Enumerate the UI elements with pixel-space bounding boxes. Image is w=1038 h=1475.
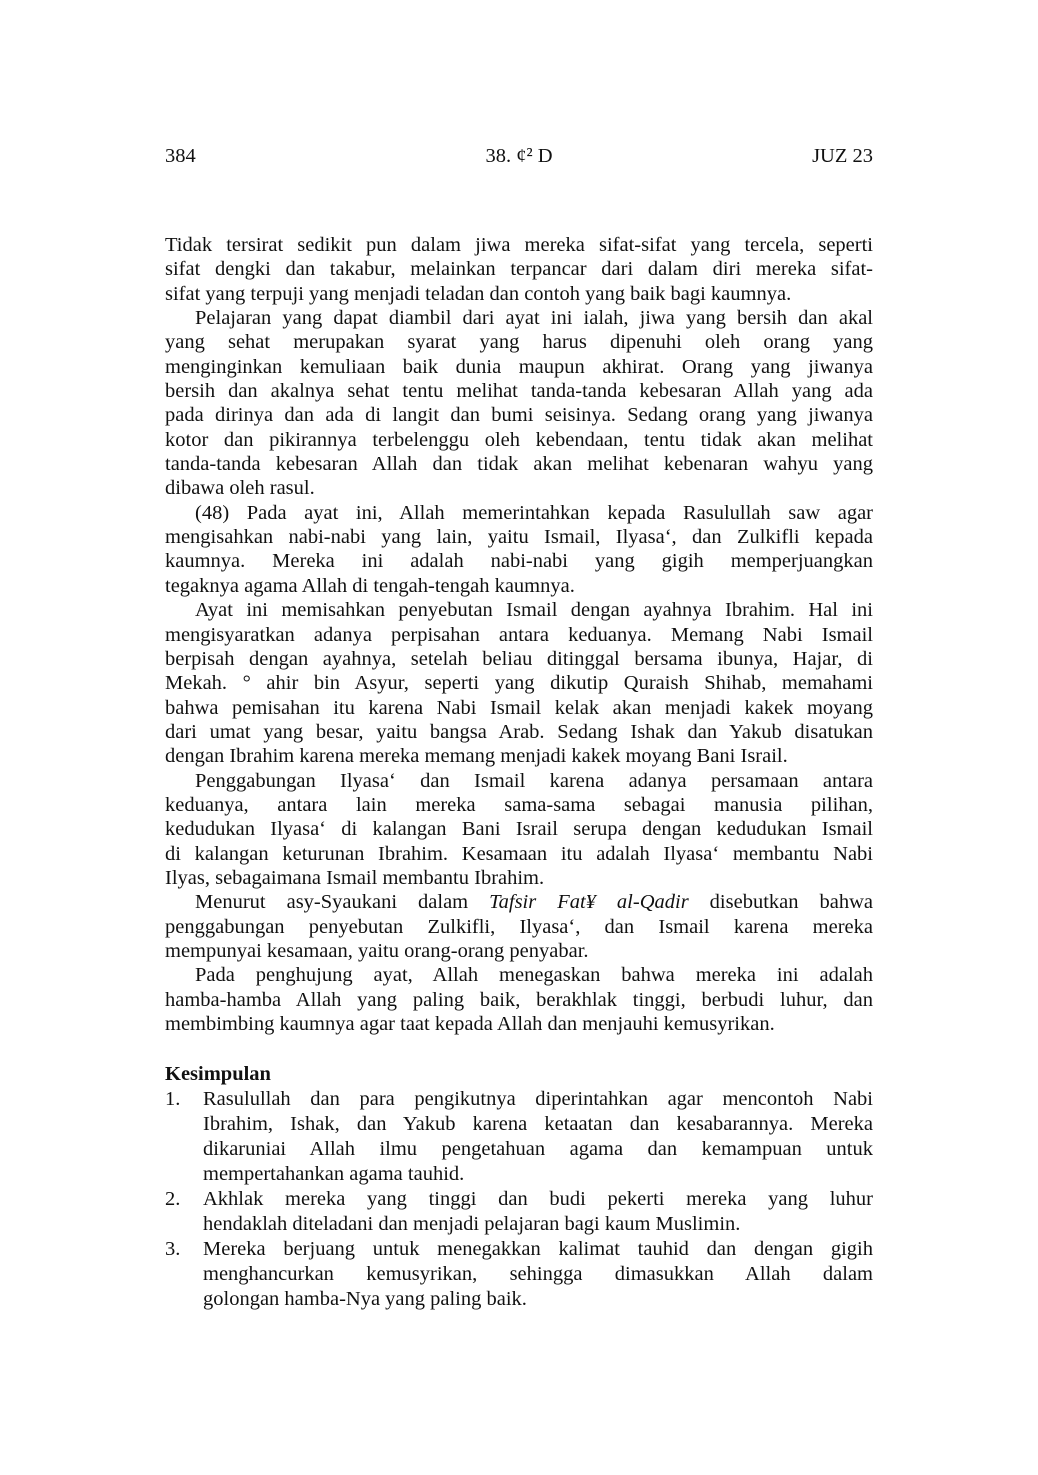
paragraph — [165, 769, 873, 891]
text-line: Pada penghujung ayat, Allah menegaskan bahwa mereka ini adalah — [195, 964, 873, 987]
paragraph — [165, 501, 873, 598]
page-number: 384 — [165, 145, 196, 167]
text-line: yang sehat merupakan syarat yang harus dipenuhi oleh orang yang — [165, 331, 873, 354]
text-line: dibawa oleh rasul. — [165, 477, 315, 500]
text-line: tegaknya agama Allah di tengah-tengah kaumnya. — [165, 574, 575, 597]
text-line: Ilyas, sebagaimana Ismail membantu Ibrahim. — [165, 866, 545, 889]
text-line: pada dirinya dan ada di langit dan bumi seisinya. Sedang orang yang jiwanya — [165, 404, 873, 427]
text-line: Mekah. ° ahir bin Asyur, seperti yang dikutip Quraish Shihab, memahami — [165, 672, 873, 695]
text-line: kedudukan Ilyasa‘ di kalangan Bani Israil serupa dengan kedudukan Ismail — [165, 818, 873, 841]
chapter-title: 38. ¢² D — [485, 145, 553, 167]
text-line: bersih dan akalnya sehat tentu melihat tanda-tanda kebesaran Allah yang ada — [165, 380, 873, 403]
text-line: mengisyaratkan adanya perpisahan antara keduanya. Memang Nabi Ismail — [165, 623, 873, 646]
text-line: membimbing kaumnya agar taat kepada Allah dan menjauhi kemusyrikan. — [165, 1013, 775, 1035]
text-line: Ibrahim, Ishak, dan Yakub karena ketaatan dan kesabarannya. Mereka — [203, 1112, 873, 1135]
text-line: Akhlak mereka yang tinggi dan budi pekerti mereka yang luhur — [203, 1188, 873, 1211]
list-item — [165, 1237, 873, 1312]
text-line: Ayat ini memisahkan penyebutan Ismail dengan ayahnya Ibrahim. Hal ini — [195, 599, 873, 622]
running-header — [165, 145, 873, 171]
text-line: Pelajaran yang dapat diambil dari ayat ini ialah, jiwa yang bersih dan akal — [195, 307, 873, 330]
text-line: Mereka berjuang untuk menegakkan kalimat tauhid dan dengan gigih — [203, 1238, 873, 1261]
list-item — [165, 1187, 873, 1237]
text-line: Tidak tersirat sedikit pun dalam jiwa mereka sifat-sifat yang tercela, seperti — [165, 234, 873, 256]
text-line: tanda-tanda kebesaran Allah dan tidak akan melihat kebenaran wahyu yang — [165, 453, 873, 476]
list-number: 1. — [165, 1087, 181, 1110]
text-line: sifat yang terpuji yang menjadi teladan dan contoh yang baik bagi kaumnya. — [165, 282, 792, 305]
text-line: mengisahkan nabi-nabi yang lain, yaitu Ismail, Ilyasa‘, dan Zulkifli kepada — [165, 526, 873, 549]
paragraph — [165, 598, 873, 768]
list-item — [165, 1087, 873, 1187]
text-run: Menurut asy-Syaukani dalam — [195, 891, 490, 914]
text-line: di kalangan keturunan Ibrahim. Kesamaan itu adalah Ilyasa‘ membantu Nabi — [165, 842, 873, 865]
text-line: berpisah dengan ayahnya, setelah beliau ditinggal bersama ibunya, Hajar, di — [165, 647, 873, 670]
paragraph — [165, 890, 873, 963]
text-line: keduanya, antara lain mereka sama-sama sebagai manusia pilihan, — [165, 793, 873, 816]
paragraph — [165, 963, 873, 1036]
text-line: golongan hamba-Nya yang paling baik. — [203, 1288, 527, 1311]
list-number: 3. — [165, 1238, 181, 1261]
text-line: mempertahankan agama tauhid. — [203, 1162, 465, 1185]
text-line: Rasulullah dan para pengikutnya diperintahkan agar mencontoh Nabi — [203, 1087, 873, 1110]
text-line: dari umat yang besar, yaitu bangsa Arab. Sedang Ishak dan Yakub disatukan — [165, 720, 873, 743]
text-line: bahwa pemisahan itu karena Nabi Ismail kelak akan menjadi kakek moyang — [165, 696, 873, 719]
text-line: hendaklah diteladani dan menjadi pelajaran bagi kaum Muslimin. — [203, 1213, 741, 1236]
text-line: mempunyai kesamaan, yaitu orang-orang penyabar. — [165, 939, 589, 962]
conclusion-heading: Kesimpulan — [165, 1063, 271, 1086]
page-body — [165, 233, 873, 1313]
text-line: penggabungan penyebutan Zulkifli, Ilyasa‘, dan Ismail karena mereka — [165, 915, 873, 938]
paragraphs — [165, 233, 873, 1036]
text-line: hamba-hamba Allah yang paling baik, berakhlak tinggi, berbudi luhur, dan — [165, 988, 873, 1011]
text-line: menginginkan kemuliaan baik dunia maupun akhirat. Orang yang jiwanya — [165, 355, 873, 378]
text-run: disebutkan bahwa — [688, 891, 873, 914]
text-line: (48) Pada ayat ini, Allah memerintahkan kepada Rasulullah saw agar — [195, 501, 873, 524]
italic-title: Tafsir Fat¥ al-Qadir — [489, 891, 689, 914]
text-line: Penggabungan Ilyasa‘ dan Ismail karena adanya persamaan antara — [195, 769, 873, 792]
text-line — [165, 890, 873, 914]
list-number: 2. — [165, 1188, 181, 1211]
conclusion-list — [165, 1087, 873, 1313]
text-line: menghancurkan kemusyrikan, sehingga dimasukkan Allah dalam — [203, 1263, 873, 1286]
text-line: kaumnya. Mereka ini adalah nabi-nabi yang gigih memperjuangkan — [165, 550, 873, 573]
text-line: dikaruniai Allah ilmu pengetahuan agama dan kemampuan untuk — [203, 1137, 873, 1160]
text-line: sifat dengki dan takabur, melainkan terpancar dari dalam diri mereka sifat- — [165, 258, 873, 281]
juz-label: JUZ 23 — [812, 145, 873, 167]
text-line: dengan Ibrahim karena mereka memang menjadi kakek moyang Bani Israil. — [165, 745, 788, 768]
text-line: kotor dan pikirannya terbelenggu oleh kebendaan, tentu tidak akan melihat — [165, 428, 873, 451]
paragraph — [165, 233, 873, 306]
paragraph — [165, 306, 873, 501]
